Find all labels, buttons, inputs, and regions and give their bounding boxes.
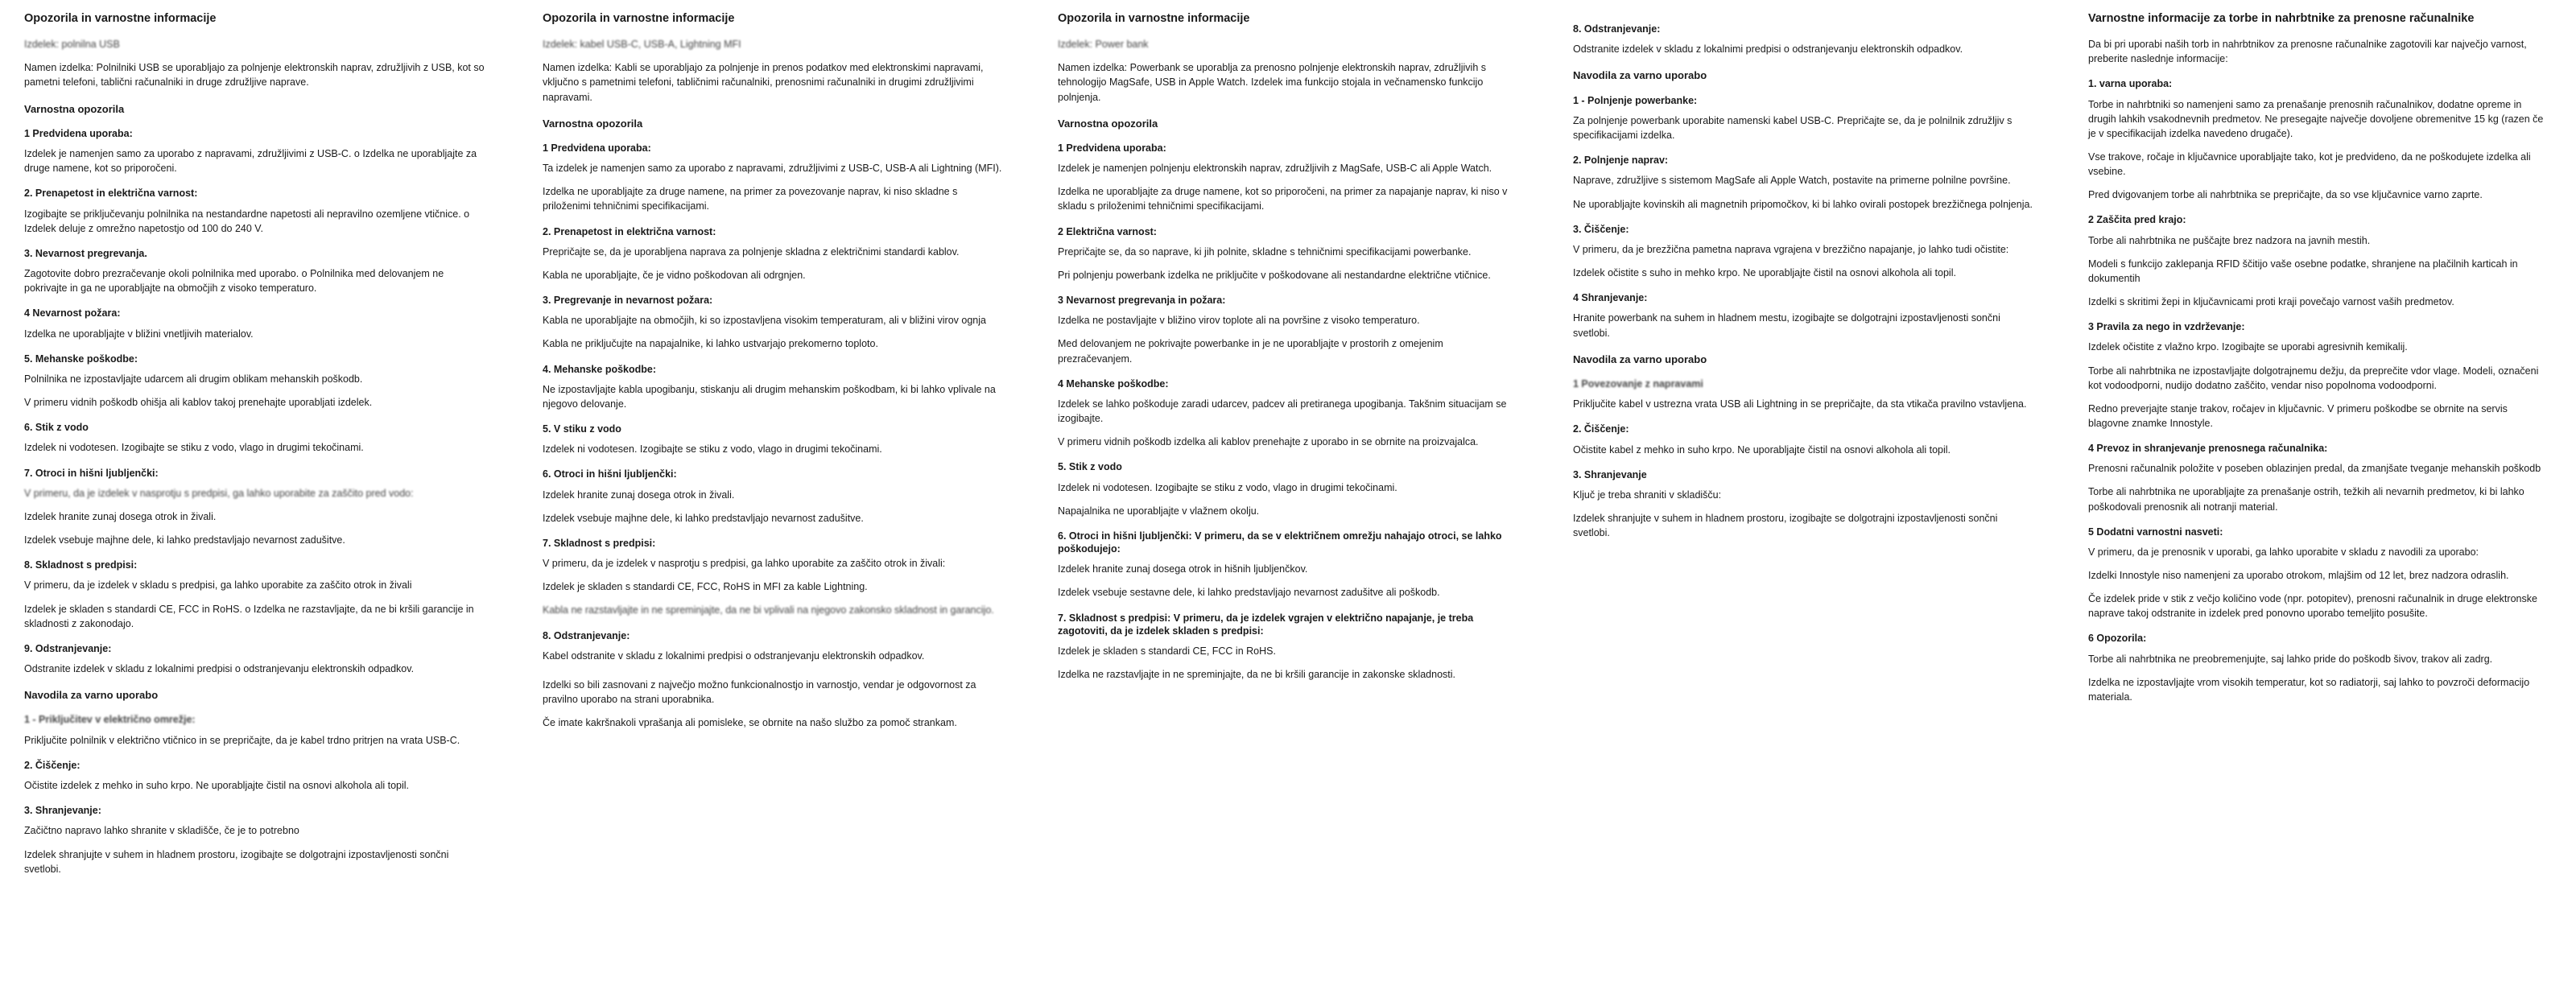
product-line: Izdelek: Power bank [1058,39,1149,51]
column-lead-text: Namen izdelka: Kabli se uporabljajo za polnjenje in prenos podatkov med elektronskimi napravami, vključno s pametnimi telefoni, tabličnimi računalniki, prenosnimi računalniki in drugimi združljivimi napravami. [543,62,984,103]
product-line: Izdelek: polnilna USB [24,39,120,51]
item-paragraph: Izdelki s skritimi žepi in ključavnicami proti kraji povečajo varnost vaših predmetov. [2088,296,2454,307]
item-paragraph: Priključite kabel v ustrezna vrata USB ali Lightning in se prepričajte, da sta vtikača pravilno vstavljena. [1573,398,2027,410]
item-paragraph: Med delovanjem ne pokrivajte powerbanke in je ne uporabljajte v prostorih z omejenim prezračevanjem. [1058,338,1443,365]
item-paragraph: Izdelek hranite zunaj dosega otrok in živali. [24,510,217,522]
item-heading: 5. Stik z vodo [1058,461,1122,473]
item-paragraph: Izdelka ne postavljajte v bližino virov toplote ali na površine z visoko temperaturo. [1058,315,1420,327]
item-paragraph: Izdelek je skladen s standardi CE, FCC in RoHS. o Izdelka ne razstavljajte, da ne bi kršili garancije in skladnosti z zakonodajo. [24,603,474,629]
item-paragraph: Vse trakove, ročaje in ključavnice uporabljajte tako, kot je predvideno, da ne poškodujete izdelka ali vsebine. [2088,151,2531,178]
item-heading: 2. Prenapetost in električna varnost: [24,188,198,200]
item-heading: 1. varna uporaba: [2088,78,2173,90]
column-lead-text: Namen izdelka: Powerbank se uporablja za prenosno polnjenje elektronskih naprav, združljivih s tehnologijo MagSafe, USB in Apple Watch. Izdelek ima funkcijo stojala in večnamensko funkcijo polnjenja. [1058,62,1487,103]
item-heading: 4 Mehanske poškodbe: [1058,377,1169,390]
item-paragraph: Odstranite izdelek v skladu z lokalnimi predpisi o odstranjevanju elektronskih odpadkov. [1573,43,1963,56]
item-heading: 3 Nevarnost pregrevanja in požara: [1058,295,1226,306]
item-paragraph: Prepričajte se, da je uporabljena naprava za polnjenje skladna z električnimi standardi kablov. [543,245,960,258]
document-column-col-lightning-mfi [515,11,1030,739]
item-paragraph: Če izdelek pride v stik z večjo količino vode (npr. potopitev), prenosni računalnik in druge elektronske naprave takoj odstranite in izdelek pred ponovno uporabo temeljito posušite. [2088,593,2537,620]
item-heading: 6. Stik z vodo [24,422,89,434]
column-footer-note: Izdelki so bili zasnovani z največjo možno funkcionalnostjo in varnostjo, vendar je odgovornost za pravilno uporabo na strani uporabnika. [543,678,976,705]
item-paragraph: Izdelek vsebuje majhne dele, ki lahko predstavljajo nevarnost zadušitve. [24,534,345,546]
item-paragraph: Izdelek ni vodotesen. Izogibajte se stiku z vodo, vlago in drugimi tekočinami. [24,442,364,454]
item-paragraph: Prenosni računalnik položite v poseben oblazinjen predal, da zmanjšate tveganje mehanskih poškodb [2088,463,2541,475]
item-paragraph: Prepričajte se, da so naprave, ki jih polnite, skladne s tehničnimi specifikacijami powerbanke. [1058,245,1472,258]
item-paragraph: Torbe ali nahrbtnika ne uporabljajte za prenašanje ostrih, težkih ali nevarnih predmetov, ki bi lahko poškodovali prenosnik ali notranji material. [2088,486,2524,513]
item-paragraph: V primeru, da je izdelek v nasprotju s predpisi, ga lahko uporabite za zaščito pred vodo: [24,487,414,499]
item-paragraph: Izdelek hranite zunaj dosega otrok in živali. [543,489,735,501]
item-paragraph: V primeru vidnih poškodb ohišja ali kablov takoj prenehajte uporabljati izdelek. [24,397,373,408]
item-paragraph: Torbe ali nahrbtnika ne puščajte brez nadzora na javnih mestih. [2088,234,2371,246]
document-column-col-usb-cable [0,11,515,885]
column-title: Varnostne informacije za torbe in nahrbtnike za prenosne računalnike [2088,12,2475,25]
item-paragraph: Kabla ne uporabljajte, če je vidno poškodovan ali odrgnjen. [543,269,806,281]
item-paragraph: Izdelek hranite zunaj dosega otrok in hišnih ljubljenčkov. [1058,563,1308,575]
item-heading: 3. Čiščenje: [1573,223,1629,235]
item-paragraph: Kabla ne priključujte na napajalnike, ki lahko ustvarjajo prekomerno toploto. [543,338,878,350]
item-paragraph: Kabla ne uporabljajte na območjih, ki so izpostavljena visokim temperaturam, ali v bližini virov ognja [543,315,986,327]
item-heading: 8. Odstranjevanje: [1573,23,1661,35]
item-paragraph: Izdelka ne uporabljajte za druge namene, kot so priporočeni, na primer za napajanje naprav, ki niso v skladu s priloženimi tehničnimi specifikacijami. [1058,186,1508,212]
column-title: Opozorila in varnostne informacije [24,12,217,25]
item-paragraph: Očistite kabel z mehko in suho krpo. Ne uporabljajte čistil na osnovi alkohola ali topil. [1573,443,1951,456]
item-paragraph: Naprave, združljive s sistemom MagSafe ali Apple Watch, postavite na primerne polnilne površine. [1573,175,2011,187]
item-paragraph: Za polnjenje powerbank uporabite namenski kabel USB-C. Prepričajte se, da je polnilnik združljiv s specifikacijami izdelka. [1573,114,2013,141]
item-heading: 5 Dodatni varnostni nasveti: [2088,526,2223,538]
document-column-col-powerbank [1030,11,1546,691]
item-paragraph: Izdelek očistite s suho in mehko krpo. Ne uporabljajte čistil na osnovi alkohola ali topil. [1573,267,1956,278]
item-heading: 3. Nevarnost pregrevanja. [24,247,147,259]
item-heading: 6 Opozorila: [2088,633,2147,645]
item-heading: 3. Shranjevanje [1573,468,1647,480]
item-heading: 1 Predvidena uporaba: [543,142,651,154]
item-heading: 4 Nevarnost požara: [24,307,121,320]
section-heading: Varnostna opozorila [543,117,643,130]
item-heading: 2. Polnjenje naprav: [1573,155,1669,167]
item-heading: 1 Predvidena uporaba: [24,127,133,139]
column-lead-text: Namen izdelka: Polnilniki USB se uporabljajo za polnjenje elektronskih naprav, združljivih z USB, kot so pametni telefoni, tablični računalniki in druge združljive naprave. [24,62,485,89]
item-heading: 9. Odstranjevanje: [24,642,112,654]
item-heading: 4 Prevoz in shranjevanje prenosnega računalnika: [2088,443,2328,454]
column-title: Opozorila in varnostne informacije [1058,12,1250,25]
column-title: Opozorila in varnostne informacije [543,12,735,25]
item-paragraph: Kabla ne razstavljajte in ne spreminjajte, da ne bi vplivali na njegovo zakonsko skladnost in garancijo. [543,604,994,616]
column-lead-text: Da bi pri uporabi naših torb in nahrbtnikov za prenosne računalnike zagotovili kar največjo varnost, preberite naslednje informacije: [2088,39,2527,65]
item-paragraph: Izdelka ne uporabljajte za druge namene, na primer za povezovanje naprav, ki niso skladne s priloženimi tehničnimi specifikacijami. [543,186,958,212]
item-heading: 2 Zaščita pred krajo: [2088,214,2186,226]
item-paragraph: Začičtno napravo lahko shranite v skladišče, če je to potrebno [24,825,299,837]
item-paragraph: Torbe in nahrbtniki so namenjeni samo za prenašanje prenosnih računalnikov, dodatne opreme in drugih lahkih vsakodnevnih predmetov. Ne presegajte največje dovoljene obremenitve 15 kg (razen če je v specifikacijah izdelka navedeno drugače). [2088,98,2544,139]
item-paragraph: Izdelek je namenjen polnjenju elektronskih naprav, združljivih z MagSafe, USB-C ali Apple Watch. [1058,163,1492,175]
item-paragraph: Torbe ali nahrbtnika ne izpostavljajte dolgotrajnemu dežju, da preprečite vdor vlage. Modeli, označeni kot vodoodporni, nudijo dodatno zaščito, vendar niso popolnoma vodoodporni. [2088,365,2539,391]
item-heading: 5. V stiku z vodo [543,423,621,435]
item-paragraph: Izdelek vsebuje majhne dele, ki lahko predstavljajo nevarnost zadušitve. [543,512,864,524]
item-paragraph: Kabel odstranite v skladu z lokalnimi predpisi o odstranjevanju elektronskih odpadkov. [543,649,925,662]
item-heading: 6. Otroci in hišni ljubljenčki: V primeru, da se v električnem omrežju nahajajo otroci, se lahko poškodujejo: [1058,530,1502,555]
item-paragraph: Izdelka ne izpostavljajte vrom visokih temperatur, kot so radiatorji, saj lahko to povzroči deformacijo materiala. [2088,676,2530,703]
item-heading: 1 - Polnjenje powerbanke: [1573,94,1698,106]
item-heading: 3. Shranjevanje: [24,805,101,817]
item-paragraph: Pri polnjenju powerbank izdelka ne priključite v poškodovane ali nestandardne električne vtičnice. [1058,269,1491,281]
item-paragraph: Izdelka ne razstavljajte in ne spreminjajte, da ne bi kršili garancije in zakonske skladnosti. [1058,669,1456,681]
item-heading: 1 Predvidena uporaba: [1058,142,1166,154]
item-paragraph: Izdelek je namenjen samo za uporabo z napravami, združljivimi z USB-C. o Izdelka ne uporabljajte za druge namene, kot so priporočeni. [24,148,477,175]
item-paragraph: Izdelek je skladen s standardi CE, FCC, RoHS in MFI za kable Lightning. [543,581,868,593]
section-heading: Navodila za varno uporabo [1573,353,1707,365]
column-footer-note: Če imate kakršnakoli vprašanja ali pomisleke, se obrnite na našo službo za pomoč strankam. [543,717,957,729]
item-paragraph: V primeru vidnih poškodb izdelka ali kablov prenehajte z uporabo in se obrnite na proizvajalca. [1058,436,1479,448]
item-paragraph: Izdelek shranjujte v suhem in hladnem prostoru, izogibajte se dolgotrajni izpostavljenosti sončni svetlobi. [1573,513,1998,539]
item-heading: 5. Mehanske poškodbe: [24,353,138,365]
item-paragraph: Hranite powerbank na suhem in hladnem mestu, izogibajte se dolgotrajni izpostavljenosti sončni svetlobi. [1573,312,2000,339]
item-paragraph: Izdelek se lahko poškoduje zaradi udarcev, padcev ali pretiranega upogibanja. Takšnim situacijam se izogibajte. [1058,398,1507,424]
item-heading: 8. Skladnost s predpisi: [24,559,138,571]
item-paragraph: Ključ je treba shraniti v skladišču: [1573,489,1722,501]
item-heading: 2. Prenapetost in električna varnost: [543,225,716,237]
item-heading: 4. Mehanske poškodbe: [543,363,657,375]
item-paragraph: Izdelek očistite z vlažno krpo. Izogibajte se uporabi agresivnih kemikalij. [2088,341,2408,353]
item-heading: 6. Otroci in hišni ljubljenčki: [543,468,677,480]
section-heading: Varnostna opozorila [24,102,125,115]
section-heading: Navodila za varno uporabo [1573,69,1707,82]
item-paragraph: Izdelek je skladen s standardi CE, FCC in RoHS. [1058,645,1276,657]
section-heading: Navodila za varno uporabo [24,689,159,702]
item-heading: 4 Shranjevanje: [1573,292,1648,304]
item-paragraph: Polnilnika ne izpostavljajte udarcem ali drugim oblikam mehanskih poškodb. [24,373,363,385]
document-column-col-backpack [2061,11,2576,713]
item-heading: 8. Odstranjevanje: [543,629,630,641]
item-paragraph: Izdelek vsebuje sestavne dele, ki lahko predstavljajo nevarnost zadušitve ali poškodb. [1058,587,1440,599]
item-paragraph: Priključite polnilnik v električno vtičnico in se prepričajte, da je kabel trdno pritrjen na vrata USB-C. [24,734,460,746]
item-paragraph: Očistite izdelek z mehko in suho krpo. Ne uporabljajte čistil na osnovi alkohola ali topil. [24,780,410,791]
item-paragraph: Ta izdelek je namenjen samo za uporabo z napravami, združljivimi z USB-C, USB-A ali Lightning (MFI). [543,163,1002,175]
item-heading: 2 Električna varnost: [1058,225,1157,237]
item-paragraph: V primeru, da je brezžična pametna naprava vgrajena v brezžično napajanje, jo lahko tudi očistite: [1573,243,2009,255]
item-paragraph: Izogibajte se priključevanju polnilnika na nestandardne napetosti ali nepravilno ozemljene vtičnice. o Izdelek deluje z omrežno napetostjo od 100 do 240 V. [24,208,470,234]
item-heading: 7. Skladnost s predpisi: V primeru, da je izdelek vgrajen v električno napajanje, je treba zagotoviti, da je izdelek skladen s predpisi: [1058,612,1474,637]
item-paragraph: Napajalnika ne uporabljajte v vlažnem okolju. [1058,505,1260,517]
item-heading: 7. Otroci in hišni ljubljenčki: [24,467,159,479]
item-paragraph: Izdelki Innostyle niso namenjeni za uporabo otrokom, mlajšim od 12 let, brez nadzora odraslih. [2088,570,2509,581]
item-paragraph: Modeli s funkcijo zaklepanja RFID ščitijo vaše osebne podatke, shranjene na plačilnih karticah in dokumentih [2088,258,2518,284]
item-heading: 7. Skladnost s predpisi: [543,537,656,549]
item-paragraph: Torbe ali nahrbtnika ne preobremenjujte, saj lahko pride do poškodb šivov, trakov ali zadrg. [2088,653,2493,665]
item-paragraph: Izdelek shranjujte v suhem in hladnem prostoru, izogibajte se dolgotrajni izpostavljenosti sončni svetlobi. [24,848,449,875]
item-paragraph: Pred dvigovanjem torbe ali nahrbtnika se prepričajte, da so vse ključavnice varno zaprte. [2088,189,2483,201]
product-line: Izdelek: kabel USB-C, USB-A, Lightning MFI [543,39,741,51]
section-heading: Varnostna opozorila [1058,117,1158,130]
item-paragraph: Ne izpostavljajte kabla upogibanju, stiskanju ali drugim mehanskim poškodbam, ki bi lahko vplivale na njegovo delovanje. [543,383,996,410]
item-heading: 3 Pravila za nego in vzdrževanje: [2088,321,2245,333]
item-heading: 1 - Priključitev v električno omrežje: [24,714,196,726]
item-heading: 2. Čiščenje: [24,759,80,771]
item-paragraph: V primeru, da je izdelek v skladu s predpisi, ga lahko uporabite za zaščito otrok in živali [24,579,412,592]
item-paragraph: V primeru, da je prenosnik v uporabi, ga lahko uporabite v skladu z navodili za uporabo: [2088,546,2479,558]
item-heading: 1 Povezovanje z napravami [1573,377,1703,390]
item-heading: 2. Čiščenje: [1573,423,1629,435]
item-paragraph: Zagotovite dobro prezračevanje okoli polnilnika med uporabo. o Polnilnika med delovanjem ne pokrivajte in ga ne uporabljajte na območjih z visoko temperaturo. [24,268,444,295]
item-paragraph: Izdelek ni vodotesen. Izogibajte se stiku z vodo, vlago in drugimi tekočinami. [543,443,882,456]
item-paragraph: V primeru, da je izdelek v nasprotju s predpisi, ga lahko uporabite za zaščito otrok in živali: [543,558,946,570]
item-heading: 3. Pregrevanje in nevarnost požara: [543,295,713,306]
item-paragraph: Redno preverjajte stanje trakov, ročajev in ključavnic. V primeru poškodbe se obrnite na servis blagovne znamke Innostyle. [2088,402,2508,429]
item-paragraph: Ne uporabljajte kovinskih ali magnetnih pripomočkov, ki bi lahko ovirali postopek brezžičnega polnjenja. [1573,198,2033,210]
item-paragraph: Odstranite izdelek v skladu z lokalnimi predpisi o odstranjevanju elektronskih odpadkov. [24,663,415,674]
item-paragraph: Izdelka ne uporabljajte v bližini vnetljivih materialov. [24,328,254,340]
item-paragraph: Izdelek ni vodotesen. Izogibajte se stiku z vodo, vlago in drugimi tekočinami. [1058,481,1397,493]
document-column-col-powerbank-care [1546,11,2061,549]
